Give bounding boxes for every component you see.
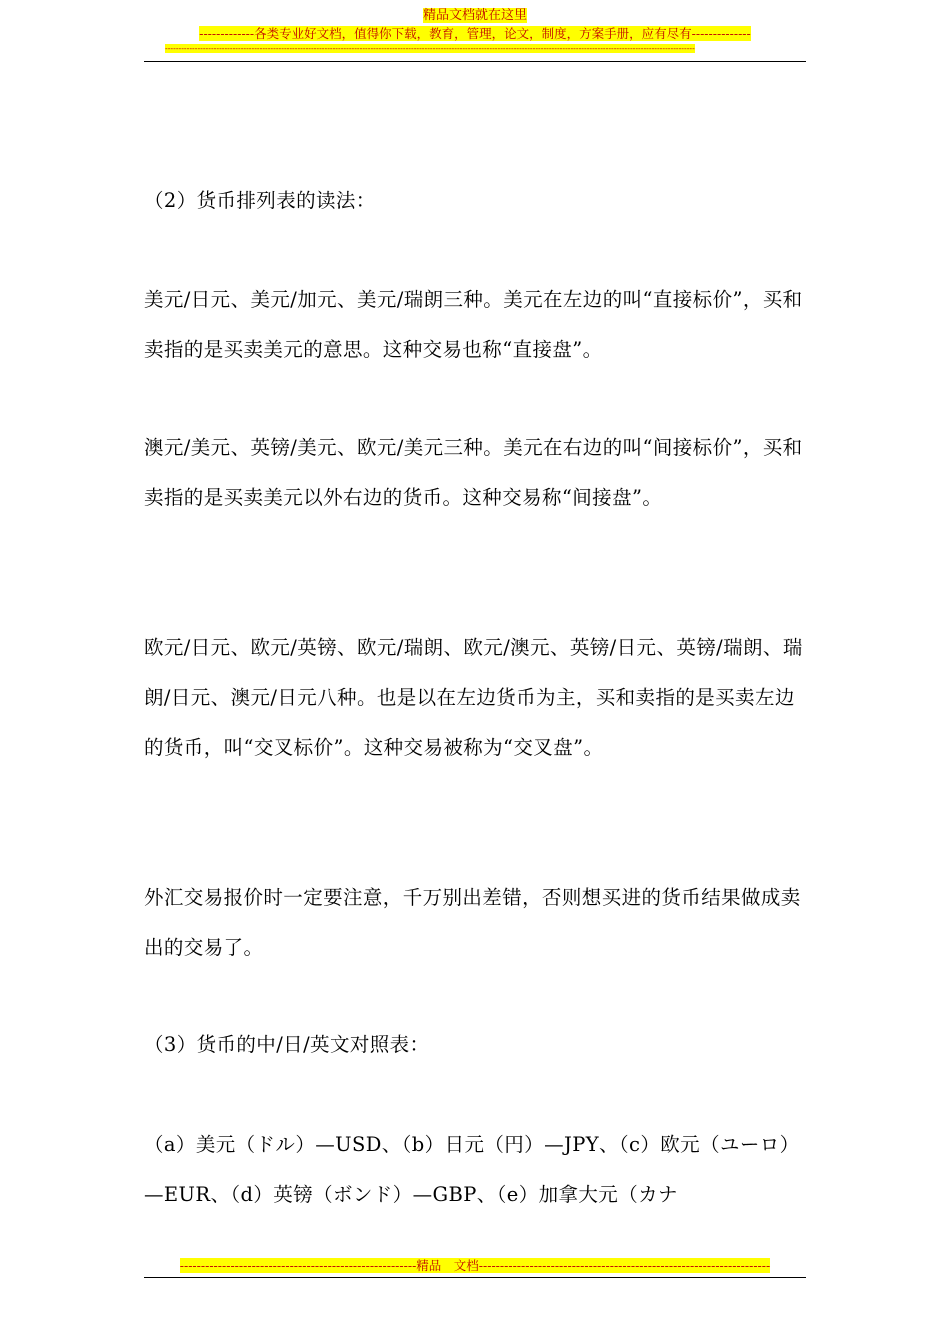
section-heading-3: （3）货币的中/日/英文对照表： [144, 1033, 430, 1056]
paragraph-caution: 外汇交易报价时一定要注意，千万别出差错，否则想买进的货币结果做成卖出的交易了。 [144, 886, 801, 959]
header-rule [144, 61, 806, 62]
paragraph-cross-quote: 欧元/日元、欧元/英镑、欧元/瑞朗、欧元/澳元、英镑/日元、英镑/瑞朗、瑞朗/日元、澳元/日元八种。也是以在左边货币为主，买和卖指的是买卖左边的货币，叫“交叉标价”。这种交易被称为“交叉盘”。 [144, 636, 803, 759]
section-heading-2: （2）货币排列表的读法： [144, 189, 376, 212]
footer-band: --------------------------------------------------------精品 文档--------------------------------------------------------------------- [179, 1258, 771, 1273]
footer-rule [144, 1277, 806, 1278]
header-title: 精品文档就在这里 [422, 8, 527, 23]
header-tagline: -------------各类专业好文档，值得你下载，教育，管理，论文，制度，方案手册，应有尽有-------------- [199, 26, 751, 41]
header-dash-line: ---------------------------------------------------------------------------------------------------------------------------------------------------------------------------------------------------- [165, 44, 695, 53]
paragraph-indirect-quote: 澳元/美元、英镑/美元、欧元/美元三种。美元在右边的叫“间接标价”，买和卖指的是买卖美元以外右边的货币。这种交易称“间接盘”。 [144, 436, 803, 509]
paragraph-direct-quote: 美元/日元、美元/加元、美元/瑞朗三种。美元在左边的叫“直接标价”，买和卖指的是买卖美元的意思。这种交易也称“直接盘”。 [144, 288, 803, 361]
paragraph-currency-codes: （a）美元（ドル）—USD、（b）日元（円）—JPY、（c）欧元（ユーロ）—EUR、（d）英镑（ボンド）—GBP、（e）加拿大元（カナ [144, 1133, 800, 1206]
